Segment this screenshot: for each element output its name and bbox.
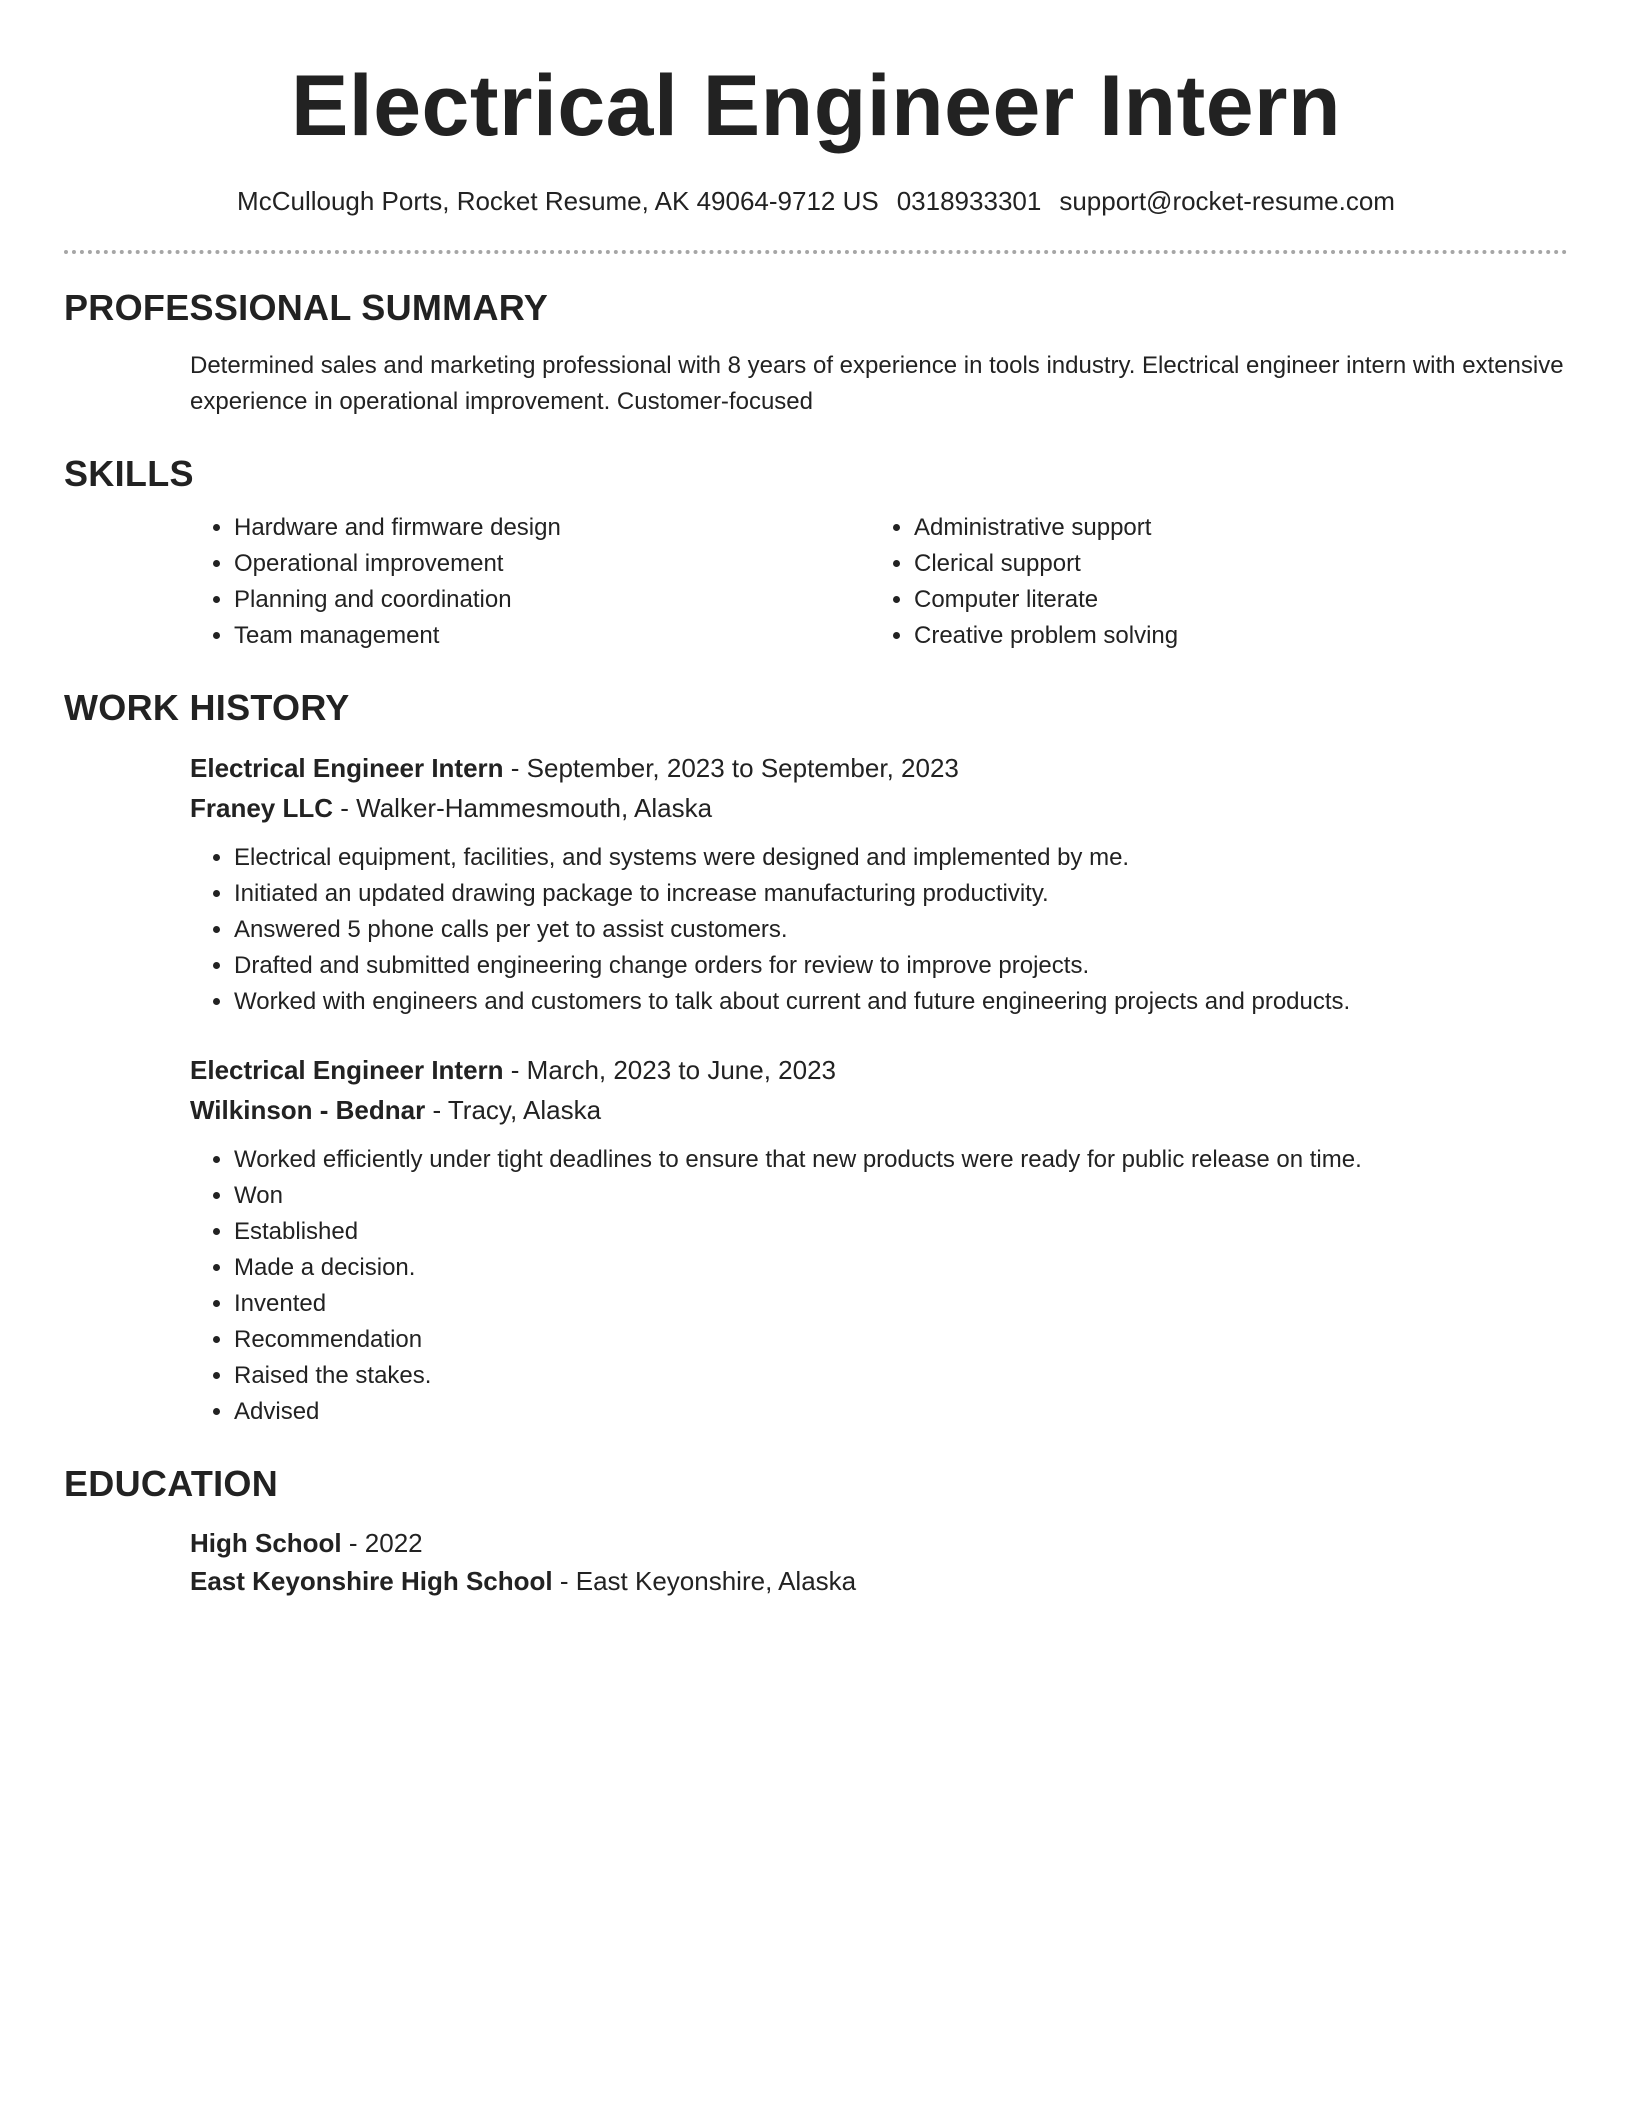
job-location: - Walker-Hammesmouth, Alaska	[333, 793, 713, 823]
job-company: Wilkinson - Bednar	[190, 1095, 426, 1125]
job-role: Electrical Engineer Intern	[190, 1055, 504, 1085]
education-degree-line	[190, 1524, 1568, 1562]
header-divider	[64, 250, 1568, 254]
job-bullet: • Answered 5 phone calls per yet to assist customers.	[234, 912, 1568, 948]
candidate-name: Electrical Engineer Intern	[290, 58, 1342, 154]
education-heading: EDUCATION	[64, 1463, 279, 1504]
education-year: - 2022	[341, 1528, 423, 1558]
contact-phone: 0318933301	[896, 186, 1042, 216]
job-dates: - September, 2023 to September, 2023	[503, 753, 959, 783]
education-body	[190, 1524, 1568, 1600]
job-bullet: • Electrical equipment, facilities, and systems were designed and implemented by me.	[234, 840, 1568, 876]
job-bullets	[64, 1142, 1568, 1430]
skill-item: • Team management	[234, 618, 870, 654]
summary-section	[64, 286, 1568, 420]
contact-email: support@rocket-resume.com	[1059, 186, 1395, 216]
skills-section	[64, 452, 1568, 654]
job-entry	[190, 748, 1568, 1020]
job-bullet: • Won	[234, 1178, 1568, 1214]
skills-grid	[190, 510, 1568, 654]
skill-item: • Administrative support	[914, 510, 1550, 546]
summary-heading: PROFESSIONAL SUMMARY	[64, 287, 549, 328]
resume-header	[64, 0, 1568, 218]
education-degree: High School	[190, 1528, 342, 1558]
work-history-heading: WORK HISTORY	[64, 687, 350, 728]
education-location: - East Keyonshire, Alaska	[552, 1566, 857, 1596]
skills-column-left	[190, 510, 870, 654]
skill-item: • Computer literate	[914, 582, 1550, 618]
contact-line	[64, 184, 1568, 218]
job-bullet: • Established	[234, 1214, 1568, 1250]
job-bullet: • Raised the stakes.	[234, 1358, 1568, 1394]
skills-list-left	[190, 510, 870, 654]
job-bullet: • Initiated an updated drawing package to increase manufacturing productivity.	[234, 876, 1568, 912]
job-bullet: • Worked with engineers and customers to talk about current and future engineering projects and products.	[234, 984, 1568, 1020]
skills-list-right	[870, 510, 1550, 654]
job-location: - Tracy, Alaska	[425, 1095, 602, 1125]
summary-body	[190, 348, 1568, 420]
job-company: Franey LLC	[190, 793, 334, 823]
job-entry	[190, 1050, 1568, 1430]
job-bullet: • Worked efficiently under tight deadlines to ensure that new products were ready for public release on time.	[234, 1142, 1568, 1178]
work-history-section	[64, 686, 1568, 1430]
skill-item: • Operational improvement	[234, 546, 870, 582]
job-dates: - March, 2023 to June, 2023	[503, 1055, 836, 1085]
job-bullet: • Made a decision.	[234, 1250, 1568, 1286]
skill-item: • Planning and coordination	[234, 582, 870, 618]
education-school-line	[190, 1562, 1568, 1600]
job-bullet: • Advised	[234, 1394, 1568, 1430]
job-bullets	[64, 840, 1568, 1020]
job-title-line	[190, 748, 1568, 788]
job-company-line	[190, 1090, 1568, 1130]
summary-text: Determined sales and marketing professional with 8 years of experience in tools industry. Electrical engineer intern with extensive experience in operational improvement. Customer-focused	[190, 352, 1564, 415]
skills-heading: SKILLS	[64, 453, 194, 494]
education-school: East Keyonshire High School	[190, 1566, 553, 1596]
job-role: Electrical Engineer Intern	[190, 753, 504, 783]
skill-item: • Creative problem solving	[914, 618, 1550, 654]
job-bullet: • Recommendation	[234, 1322, 1568, 1358]
education-section	[64, 1462, 1568, 1600]
skill-item: • Hardware and firmware design	[234, 510, 870, 546]
job-bullet: • Drafted and submitted engineering change orders for review to improve projects.	[234, 948, 1568, 984]
job-bullet: • Invented	[234, 1286, 1568, 1322]
skill-item: • Clerical support	[914, 546, 1550, 582]
work-history-body	[190, 748, 1568, 1430]
job-company-line	[190, 788, 1568, 828]
job-title-line	[190, 1050, 1568, 1090]
skills-column-right	[870, 510, 1550, 654]
contact-address: McCullough Ports, Rocket Resume, AK 49064-9712 US	[237, 186, 879, 216]
